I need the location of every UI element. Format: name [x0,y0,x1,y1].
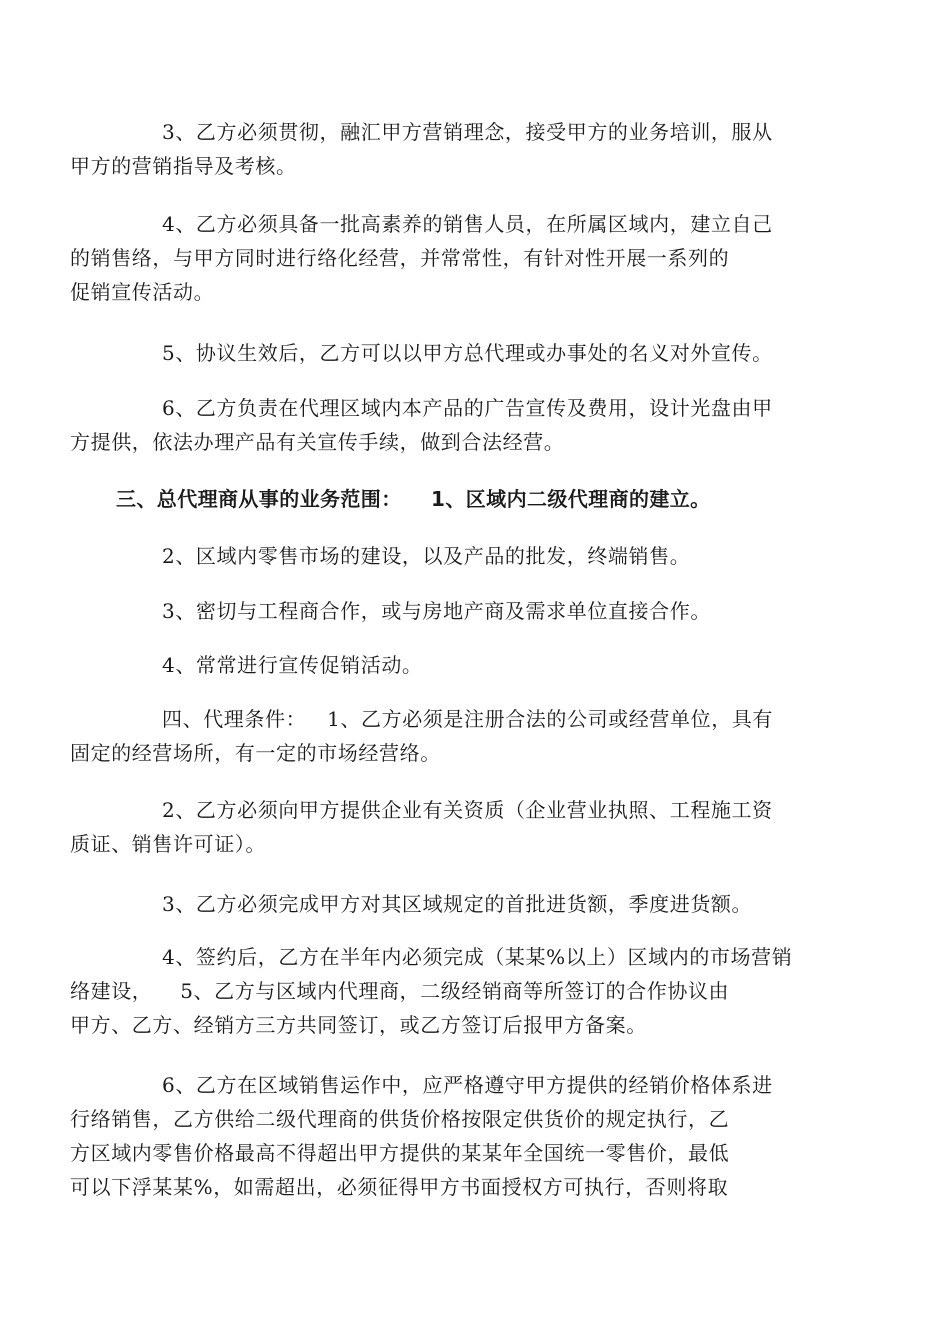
text-line: 的销售络，与甲方同时进行络化经营，并常常性，有针对性开展一系列的 [70,246,730,270]
section-heading-business-scope [116,482,832,516]
text-line: 四、代理条件： 1、乙方必须是注册合法的公司或经营单位，具有 [162,707,773,731]
paragraph-item-3-training [70,115,832,183]
text-line: 三、总代理商从事的业务范围： 1、区域内二级代理商的建立。 [116,487,711,511]
paragraph-item-4-sales-staff [70,207,832,309]
text-line: 6、乙方在区域销售运作中，应严格遵守甲方提供的经销价格体系进 [162,1073,773,1097]
text-line: 促销宣传活动。 [70,280,215,304]
paragraph-condition-6 [70,1068,832,1204]
text-line: 3、密切与工程商合作，或与房地产商及需求单位直接合作。 [162,599,711,623]
paragraph-scope-item-2 [116,539,832,573]
text-line: 甲方的营销指导及考核。 [70,154,297,178]
text-line: 甲方、乙方、经销方三方共同签订，或乙方签订后报甲方备案。 [70,1013,647,1037]
text-line: 质证、销售许可证）。 [70,832,266,856]
text-line: 5、协议生效后，乙方可以以甲方总代理或办事处的名义对外宣传。 [162,341,773,365]
text-line: 可以下浮某某%，如需超出，必须征得甲方书面授权方可执行，否则将取 [70,1175,729,1199]
text-line: 4、签约后，乙方在半年内必须完成（某某%以上）区域内的市场营销 [162,945,793,969]
paragraph-scope-item-4 [116,648,832,682]
text-line: 络建设， 5、乙方与区域内代理商，二级经销商等所签订的合作协议由 [70,979,730,1003]
paragraph-scope-item-3 [116,594,832,628]
text-line: 3、乙方必须完成甲方对其区域规定的首批进货额，季度进货额。 [162,892,753,916]
paragraph-item-6-advertising [70,391,832,459]
paragraph-item-5-publicity [116,336,832,370]
text-line: 方区域内零售价格最高不得超出甲方提供的某某年全国统一零售价，最低 [70,1141,730,1165]
text-line: 行络销售，乙方供给二级代理商的供货价格按限定供货价的规定执行，乙 [70,1107,730,1131]
text-line: 3、乙方必须贯彻，融汇甲方营销理念，接受甲方的业务培训，服从 [162,120,773,144]
text-line: 2、乙方必须向甲方提供企业有关资质（企业营业执照、工程施工资 [162,798,773,822]
text-line: 4、乙方必须具备一批高素养的销售人员，在所属区域内，建立自己 [162,212,773,236]
text-line: 2、区域内零售市场的建设，以及产品的批发，终端销售。 [162,544,691,568]
text-line: 固定的经营场所，有一定的市场经营络。 [70,741,441,765]
text-line: 6、乙方负责在代理区域内本产品的广告宣传及费用，设计光盘由甲 [162,396,773,420]
paragraph-condition-3 [116,887,832,921]
text-line: 4、常常进行宣传促销活动。 [162,653,423,677]
paragraph-condition-2 [70,793,832,861]
text-line: 方提供，依法办理产品有关宣传手续，做到合法经营。 [70,430,565,454]
paragraph-section-4-conditions [70,702,832,770]
paragraph-condition-4 [70,940,832,1042]
